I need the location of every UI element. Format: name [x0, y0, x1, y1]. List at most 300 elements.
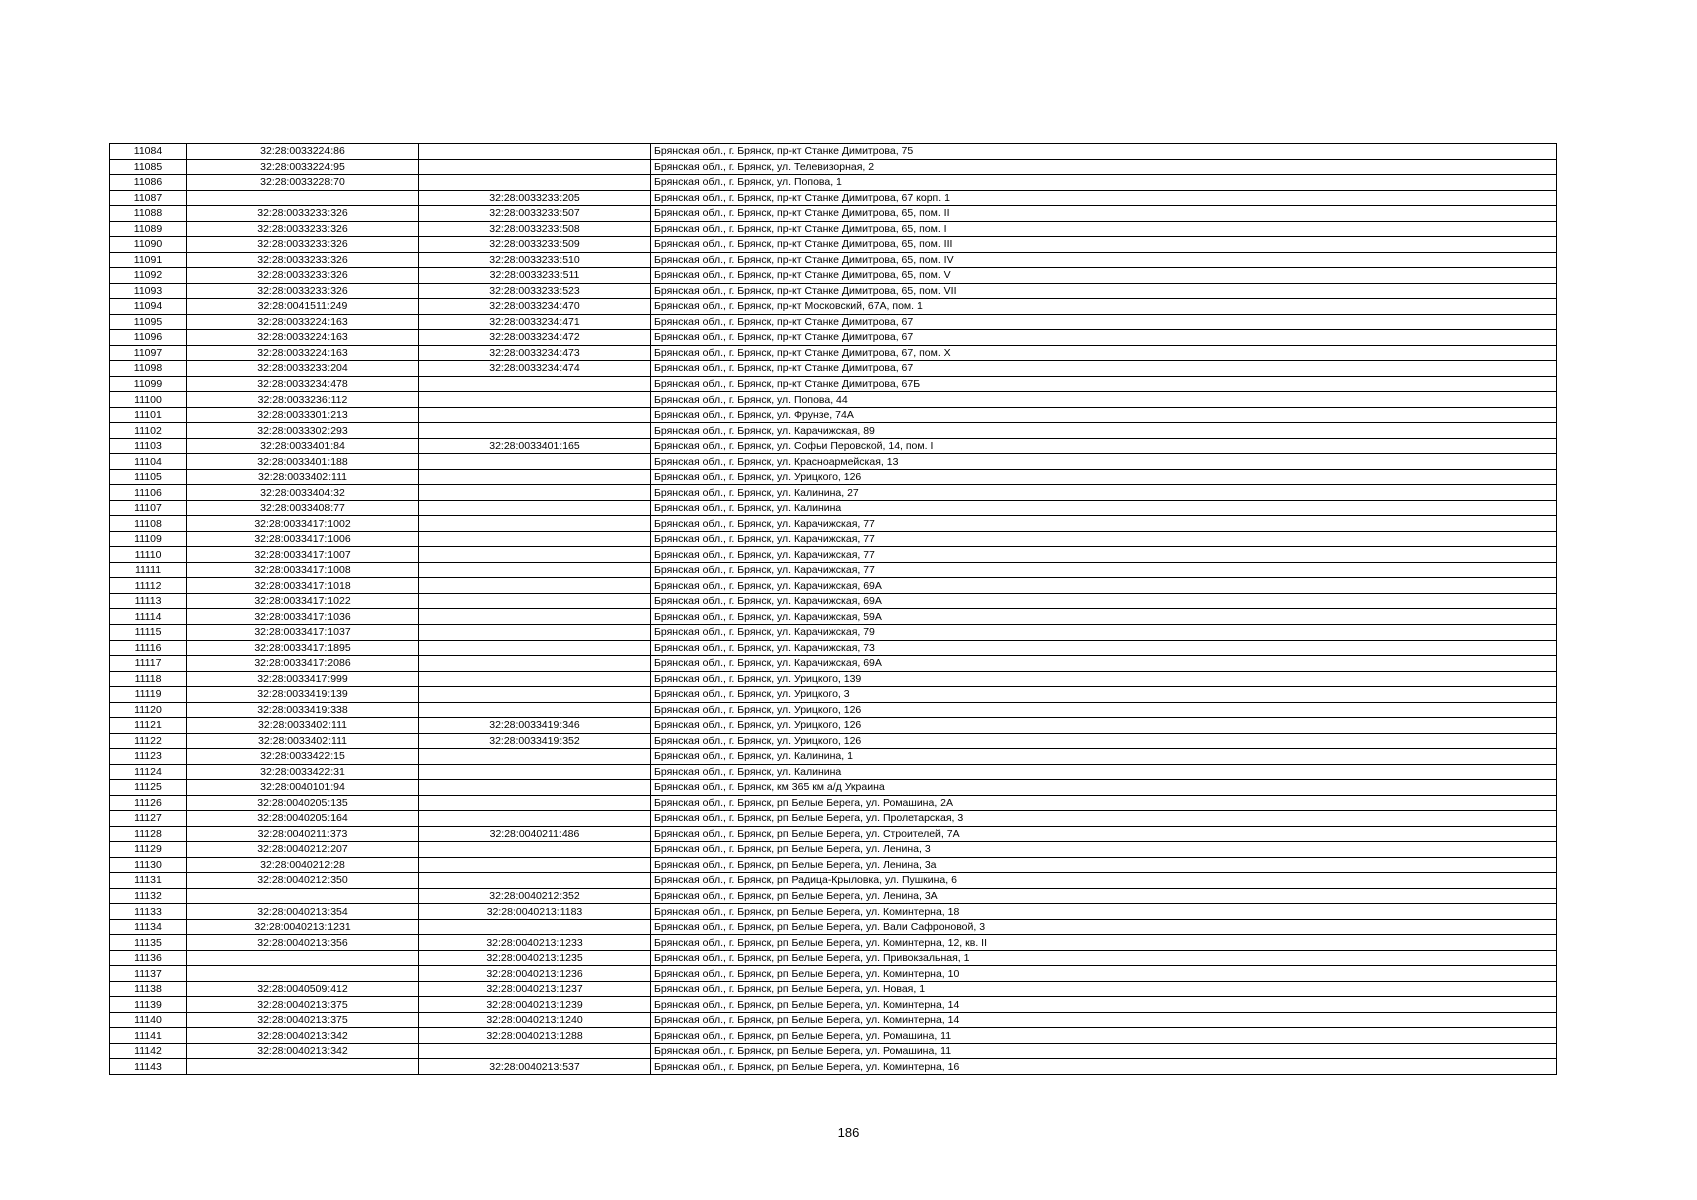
row-number-cell: 11107 — [110, 500, 187, 516]
address-cell: Брянская обл., г. Брянск, пр-кт Станке Димитрова, 67 — [651, 314, 1557, 330]
row-number-cell: 11113 — [110, 593, 187, 609]
row-number-cell: 11106 — [110, 485, 187, 501]
cadastral-number-cell: 32:28:0040509:412 — [187, 981, 419, 997]
address-cell: Брянская обл., г. Брянск, пр-кт Станке Димитрова, 67, пом. X — [651, 345, 1557, 361]
table-row — [110, 423, 1557, 439]
row-number-cell: 11095 — [110, 314, 187, 330]
table-row — [110, 656, 1557, 672]
address-cell: Брянская обл., г. Брянск, ул. Фрунзе, 74А — [651, 407, 1557, 423]
table-row — [110, 485, 1557, 501]
cadastral-number-cell: 32:28:0040213:1231 — [187, 919, 419, 935]
table-row — [110, 687, 1557, 703]
building-cadastral-number-cell — [419, 656, 651, 672]
row-number-cell: 11105 — [110, 469, 187, 485]
cadastral-number-cell: 32:28:0033401:84 — [187, 438, 419, 454]
row-number-cell: 11097 — [110, 345, 187, 361]
address-cell: Брянская обл., г. Брянск, ул. Урицкого, 139 — [651, 671, 1557, 687]
address-cell: Брянская обл., г. Брянск, ул. Карачижская, 69А — [651, 578, 1557, 594]
row-number-cell: 11134 — [110, 919, 187, 935]
row-number-cell: 11088 — [110, 206, 187, 222]
row-number-cell: 11104 — [110, 454, 187, 470]
row-number-cell: 11143 — [110, 1059, 187, 1075]
building-cadastral-number-cell — [419, 764, 651, 780]
cadastral-number-cell: 32:28:0033233:326 — [187, 206, 419, 222]
cadastral-number-cell: 32:28:0033233:326 — [187, 252, 419, 268]
building-cadastral-number-cell — [419, 144, 651, 160]
table-row — [110, 826, 1557, 842]
address-cell: Брянская обл., г. Брянск, ул. Урицкого, 126 — [651, 469, 1557, 485]
table-row — [110, 1012, 1557, 1028]
address-cell: Брянская обл., г. Брянск, ул. Урицкого, 126 — [651, 718, 1557, 734]
table-row — [110, 175, 1557, 191]
row-number-cell: 11125 — [110, 780, 187, 796]
address-cell: Брянская обл., г. Брянск, ул. Урицкого, 126 — [651, 733, 1557, 749]
row-number-cell: 11142 — [110, 1043, 187, 1059]
address-cell: Брянская обл., г. Брянск, рп Белые Берега, ул. Пролетарская, 3 — [651, 811, 1557, 827]
table-row — [110, 780, 1557, 796]
address-cell: Брянская обл., г. Брянск, ул. Софьи Перовской, 14, пом. I — [651, 438, 1557, 454]
table-row — [110, 252, 1557, 268]
address-cell: Брянская обл., г. Брянск, рп Белые Берега, ул. Коминтерна, 10 — [651, 966, 1557, 982]
cadastral-number-cell — [187, 966, 419, 982]
cadastral-number-cell: 32:28:0033233:326 — [187, 283, 419, 299]
building-cadastral-number-cell — [419, 547, 651, 563]
row-number-cell: 11137 — [110, 966, 187, 982]
address-cell: Брянская обл., г. Брянск, рп Белые Берега, ул. Строителей, 7А — [651, 826, 1557, 842]
address-cell: Брянская обл., г. Брянск, рп Белые Берега, ул. Коминтерна, 14 — [651, 997, 1557, 1013]
cadastral-number-cell: 32:28:0033404:32 — [187, 485, 419, 501]
building-cadastral-number-cell: 32:28:0033234:470 — [419, 299, 651, 315]
building-cadastral-number-cell: 32:28:0040213:1240 — [419, 1012, 651, 1028]
row-number-cell: 11091 — [110, 252, 187, 268]
address-cell: Брянская обл., г. Брянск, ул. Карачижская, 59А — [651, 609, 1557, 625]
address-cell: Брянская обл., г. Брянск, рп Белые Берега, ул. Ленина, 3А — [651, 888, 1557, 904]
row-number-cell: 11112 — [110, 578, 187, 594]
row-number-cell: 11139 — [110, 997, 187, 1013]
building-cadastral-number-cell — [419, 159, 651, 175]
row-number-cell: 11101 — [110, 407, 187, 423]
building-cadastral-number-cell — [419, 873, 651, 889]
address-cell: Брянская обл., г. Брянск, ул. Карачижская, 77 — [651, 531, 1557, 547]
building-cadastral-number-cell — [419, 516, 651, 532]
row-number-cell: 11117 — [110, 656, 187, 672]
row-number-cell: 11102 — [110, 423, 187, 439]
address-cell: Брянская обл., г. Брянск, рп Белые Берега, ул. Коминтерна, 18 — [651, 904, 1557, 920]
address-cell: Брянская обл., г. Брянск, пр-кт Станке Димитрова, 65, пом. VII — [651, 283, 1557, 299]
building-cadastral-number-cell: 32:28:0033233:523 — [419, 283, 651, 299]
table-row — [110, 330, 1557, 346]
cadastral-number-cell: 32:28:0040213:342 — [187, 1028, 419, 1044]
table-row — [110, 376, 1557, 392]
building-cadastral-number-cell — [419, 175, 651, 191]
cadastral-number-cell: 32:28:0040205:135 — [187, 795, 419, 811]
building-cadastral-number-cell: 32:28:0040213:537 — [419, 1059, 651, 1075]
table-row — [110, 562, 1557, 578]
cadastral-number-cell: 32:28:0033224:95 — [187, 159, 419, 175]
address-cell: Брянская обл., г. Брянск, ул. Калинина — [651, 764, 1557, 780]
cadastral-number-cell: 32:28:0033417:2086 — [187, 656, 419, 672]
address-cell: Брянская обл., г. Брянск, рп Белые Берега, ул. Ленина, 3 — [651, 842, 1557, 858]
building-cadastral-number-cell — [419, 500, 651, 516]
cadastral-number-cell: 32:28:0040213:375 — [187, 1012, 419, 1028]
row-number-cell: 11114 — [110, 609, 187, 625]
building-cadastral-number-cell — [419, 593, 651, 609]
address-cell: Брянская обл., г. Брянск, рп Радица-Крыловка, ул. Пушкина, 6 — [651, 873, 1557, 889]
cadastral-number-cell: 32:28:0033233:326 — [187, 221, 419, 237]
building-cadastral-number-cell: 32:28:0040213:1288 — [419, 1028, 651, 1044]
building-cadastral-number-cell — [419, 469, 651, 485]
building-cadastral-number-cell: 32:28:0033419:352 — [419, 733, 651, 749]
cadastral-number-cell — [187, 950, 419, 966]
row-number-cell: 11130 — [110, 857, 187, 873]
address-cell: Брянская обл., г. Брянск, ул. Попова, 44 — [651, 392, 1557, 408]
row-number-cell: 11128 — [110, 826, 187, 842]
table-row — [110, 206, 1557, 222]
row-number-cell: 11122 — [110, 733, 187, 749]
cadastral-number-cell: 32:28:0040212:207 — [187, 842, 419, 858]
cadastral-number-cell: 32:28:0033401:188 — [187, 454, 419, 470]
address-cell: Брянская обл., г. Брянск, пр-кт Станке Димитрова, 75 — [651, 144, 1557, 160]
row-number-cell: 11108 — [110, 516, 187, 532]
row-number-cell: 11126 — [110, 795, 187, 811]
table-row — [110, 749, 1557, 765]
building-cadastral-number-cell: 32:28:0033233:511 — [419, 268, 651, 284]
row-number-cell: 11141 — [110, 1028, 187, 1044]
cadastral-number-cell: 32:28:0033417:1022 — [187, 593, 419, 609]
building-cadastral-number-cell — [419, 578, 651, 594]
cadastral-number-cell: 32:28:0040101:94 — [187, 780, 419, 796]
table-row — [110, 268, 1557, 284]
building-cadastral-number-cell: 32:28:0040213:1236 — [419, 966, 651, 982]
row-number-cell: 11133 — [110, 904, 187, 920]
cadastral-number-cell: 32:28:0033419:338 — [187, 702, 419, 718]
cadastral-number-cell: 32:28:0033417:1895 — [187, 640, 419, 656]
building-cadastral-number-cell — [419, 702, 651, 718]
cadastral-number-cell: 32:28:0033402:111 — [187, 733, 419, 749]
table-row — [110, 190, 1557, 206]
cadastral-number-cell: 32:28:0033408:77 — [187, 500, 419, 516]
building-cadastral-number-cell — [419, 531, 651, 547]
address-cell: Брянская обл., г. Брянск, ул. Карачижская, 73 — [651, 640, 1557, 656]
address-cell: Брянская обл., г. Брянск, рп Белые Берега, ул. Вали Сафроновой, 3 — [651, 919, 1557, 935]
address-cell: Брянская обл., г. Брянск, рп Белые Берега, ул. Ромашина, 2А — [651, 795, 1557, 811]
cadastral-number-cell: 32:28:0033228:70 — [187, 175, 419, 191]
row-number-cell: 11136 — [110, 950, 187, 966]
building-cadastral-number-cell: 32:28:0033419:346 — [419, 718, 651, 734]
table-row — [110, 144, 1557, 160]
table-row — [110, 997, 1557, 1013]
table-row — [110, 1043, 1557, 1059]
cadastral-number-cell: 32:28:0033301:213 — [187, 407, 419, 423]
address-cell: Брянская обл., г. Брянск, пр-кт Станке Димитрова, 67 — [651, 330, 1557, 346]
page-number: 186 — [837, 1125, 860, 1140]
table-row — [110, 237, 1557, 253]
row-number-cell: 11127 — [110, 811, 187, 827]
table-row — [110, 640, 1557, 656]
table-row — [110, 314, 1557, 330]
row-number-cell: 11098 — [110, 361, 187, 377]
table-row — [110, 392, 1557, 408]
cadastral-number-cell: 32:28:0033417:1006 — [187, 531, 419, 547]
cadastral-number-cell: 32:28:0033236:112 — [187, 392, 419, 408]
cadastral-number-cell: 32:28:0033233:204 — [187, 361, 419, 377]
address-cell: Брянская обл., г. Брянск, ул. Карачижская, 69А — [651, 656, 1557, 672]
table-row — [110, 764, 1557, 780]
table-row — [110, 609, 1557, 625]
row-number-cell: 11135 — [110, 935, 187, 951]
cadastral-number-cell: 32:28:0033233:326 — [187, 268, 419, 284]
cadastral-number-cell: 32:28:0033402:111 — [187, 718, 419, 734]
building-cadastral-number-cell — [419, 671, 651, 687]
row-number-cell: 11096 — [110, 330, 187, 346]
building-cadastral-number-cell: 32:28:0033233:205 — [419, 190, 651, 206]
table-row — [110, 981, 1557, 997]
table-row — [110, 842, 1557, 858]
row-number-cell: 11099 — [110, 376, 187, 392]
address-cell: Брянская обл., г. Брянск, рп Белые Берега, ул. Коминтерна, 14 — [651, 1012, 1557, 1028]
table-row — [110, 857, 1557, 873]
row-number-cell: 11109 — [110, 531, 187, 547]
address-cell: Брянская обл., г. Брянск, ул. Калинина — [651, 500, 1557, 516]
address-cell: Брянская обл., г. Брянск, пр-кт Станке Димитрова, 65, пом. IV — [651, 252, 1557, 268]
row-number-cell: 11120 — [110, 702, 187, 718]
building-cadastral-number-cell — [419, 857, 651, 873]
address-cell: Брянская обл., г. Брянск, пр-кт Станке Димитрова, 65, пом. V — [651, 268, 1557, 284]
building-cadastral-number-cell: 32:28:0033233:509 — [419, 237, 651, 253]
table-row — [110, 547, 1557, 563]
table-row — [110, 345, 1557, 361]
table-row — [110, 438, 1557, 454]
row-number-cell: 11115 — [110, 624, 187, 640]
table-row — [110, 888, 1557, 904]
table-row — [110, 718, 1557, 734]
table-row — [110, 733, 1557, 749]
cadastral-number-cell: 32:28:0040211:373 — [187, 826, 419, 842]
building-cadastral-number-cell: 32:28:0040211:486 — [419, 826, 651, 842]
cadastral-number-cell: 32:28:0041511:249 — [187, 299, 419, 315]
address-cell: Брянская обл., г. Брянск, ул. Карачижская, 69А — [651, 593, 1557, 609]
building-cadastral-number-cell — [419, 640, 651, 656]
table-row — [110, 795, 1557, 811]
building-cadastral-number-cell: 32:28:0033234:472 — [419, 330, 651, 346]
cadastral-number-cell: 32:28:0040212:350 — [187, 873, 419, 889]
building-cadastral-number-cell — [419, 485, 651, 501]
table-row — [110, 361, 1557, 377]
building-cadastral-number-cell — [419, 842, 651, 858]
address-cell: Брянская обл., г. Брянск, ул. Карачижская, 77 — [651, 562, 1557, 578]
address-cell: Брянская обл., г. Брянск, км 365 км а/д Украина — [651, 780, 1557, 796]
building-cadastral-number-cell: 32:28:0033233:508 — [419, 221, 651, 237]
cadastral-number-cell: 32:28:0040213:375 — [187, 997, 419, 1013]
cadastral-number-cell: 32:28:0033224:163 — [187, 314, 419, 330]
table-row — [110, 811, 1557, 827]
address-cell: Брянская обл., г. Брянск, пр-кт Станке Димитрова, 65, пом. III — [651, 237, 1557, 253]
address-cell: Брянская обл., г. Брянск, ул. Карачижская, 89 — [651, 423, 1557, 439]
building-cadastral-number-cell: 32:28:0040212:352 — [419, 888, 651, 904]
address-cell: Брянская обл., г. Брянск, ул. Карачижская, 77 — [651, 547, 1557, 563]
address-cell: Брянская обл., г. Брянск, рп Белые Берега, ул. Ромашина, 11 — [651, 1028, 1557, 1044]
row-number-cell: 11129 — [110, 842, 187, 858]
table-row — [110, 531, 1557, 547]
table-row — [110, 283, 1557, 299]
cadastral-number-cell: 32:28:0033402:111 — [187, 469, 419, 485]
row-number-cell: 11121 — [110, 718, 187, 734]
cadastral-number-cell — [187, 888, 419, 904]
table-row — [110, 702, 1557, 718]
building-cadastral-number-cell — [419, 562, 651, 578]
table-row — [110, 950, 1557, 966]
address-cell: Брянская обл., г. Брянск, рп Белые Берега, ул. Ленина, 3а — [651, 857, 1557, 873]
building-cadastral-number-cell — [419, 454, 651, 470]
table-row — [110, 873, 1557, 889]
row-number-cell: 11089 — [110, 221, 187, 237]
address-cell: Брянская обл., г. Брянск, ул. Попова, 1 — [651, 175, 1557, 191]
table-row — [110, 671, 1557, 687]
cadastral-number-cell: 32:28:0033417:1008 — [187, 562, 419, 578]
table-row — [110, 919, 1557, 935]
address-cell: Брянская обл., г. Брянск, пр-кт Станке Димитрова, 67Б — [651, 376, 1557, 392]
building-cadastral-number-cell: 32:28:0040213:1237 — [419, 981, 651, 997]
address-cell: Брянская обл., г. Брянск, рп Белые Берега, ул. Новая, 1 — [651, 981, 1557, 997]
cadastral-number-cell: 32:28:0033417:1036 — [187, 609, 419, 625]
building-cadastral-number-cell — [419, 811, 651, 827]
address-cell: Брянская обл., г. Брянск, пр-кт Станке Димитрова, 65, пом. II — [651, 206, 1557, 222]
building-cadastral-number-cell — [419, 795, 651, 811]
row-number-cell: 11116 — [110, 640, 187, 656]
table-row — [110, 904, 1557, 920]
address-cell: Брянская обл., г. Брянск, ул. Калинина, 1 — [651, 749, 1557, 765]
row-number-cell: 11132 — [110, 888, 187, 904]
table-row — [110, 1028, 1557, 1044]
cadastral-number-cell: 32:28:0040213:354 — [187, 904, 419, 920]
building-cadastral-number-cell — [419, 609, 651, 625]
cadastral-number-cell: 32:28:0033422:15 — [187, 749, 419, 765]
building-cadastral-number-cell — [419, 423, 651, 439]
building-cadastral-number-cell: 32:28:0033234:474 — [419, 361, 651, 377]
building-cadastral-number-cell: 32:28:0040213:1183 — [419, 904, 651, 920]
address-cell: Брянская обл., г. Брянск, пр-кт Станке Димитрова, 65, пом. I — [651, 221, 1557, 237]
table-body — [110, 144, 1557, 1075]
row-number-cell: 11111 — [110, 562, 187, 578]
row-number-cell: 11138 — [110, 981, 187, 997]
row-number-cell: 11131 — [110, 873, 187, 889]
address-cell: Брянская обл., г. Брянск, рп Белые Берега, ул. Ромашина, 11 — [651, 1043, 1557, 1059]
cadastral-number-cell: 32:28:0033224:163 — [187, 330, 419, 346]
cadastral-number-cell — [187, 1059, 419, 1075]
building-cadastral-number-cell — [419, 407, 651, 423]
row-number-cell: 11123 — [110, 749, 187, 765]
address-cell: Брянская обл., г. Брянск, ул. Калинина, 27 — [651, 485, 1557, 501]
building-cadastral-number-cell: 32:28:0033234:473 — [419, 345, 651, 361]
building-cadastral-number-cell: 32:28:0040213:1239 — [419, 997, 651, 1013]
table-row — [110, 221, 1557, 237]
building-cadastral-number-cell: 32:28:0033233:507 — [419, 206, 651, 222]
table-row — [110, 578, 1557, 594]
property-table — [109, 143, 1557, 1075]
cadastral-number-cell: 32:28:0033224:86 — [187, 144, 419, 160]
row-number-cell: 11103 — [110, 438, 187, 454]
building-cadastral-number-cell — [419, 749, 651, 765]
building-cadastral-number-cell: 32:28:0033233:510 — [419, 252, 651, 268]
table-row — [110, 454, 1557, 470]
cadastral-number-cell: 32:28:0033417:1007 — [187, 547, 419, 563]
row-number-cell: 11092 — [110, 268, 187, 284]
table-row — [110, 1059, 1557, 1075]
building-cadastral-number-cell — [419, 392, 651, 408]
cadastral-number-cell: 32:28:0033417:1018 — [187, 578, 419, 594]
building-cadastral-number-cell — [419, 780, 651, 796]
address-cell: Брянская обл., г. Брянск, пр-кт Станке Димитрова, 67 корп. 1 — [651, 190, 1557, 206]
table-row — [110, 299, 1557, 315]
table-row — [110, 469, 1557, 485]
row-number-cell: 11084 — [110, 144, 187, 160]
building-cadastral-number-cell — [419, 919, 651, 935]
address-cell: Брянская обл., г. Брянск, ул. Урицкого, 3 — [651, 687, 1557, 703]
cadastral-number-cell: 32:28:0033419:139 — [187, 687, 419, 703]
address-cell: Брянская обл., г. Брянск, ул. Карачижская, 77 — [651, 516, 1557, 532]
address-cell: Брянская обл., г. Брянск, рп Белые Берега, ул. Коминтерна, 12, кв. II — [651, 935, 1557, 951]
row-number-cell: 11119 — [110, 687, 187, 703]
table-row — [110, 500, 1557, 516]
address-cell: Брянская обл., г. Брянск, ул. Красноармейская, 13 — [651, 454, 1557, 470]
building-cadastral-number-cell: 32:28:0033234:471 — [419, 314, 651, 330]
row-number-cell: 11087 — [110, 190, 187, 206]
building-cadastral-number-cell — [419, 376, 651, 392]
address-cell: Брянская обл., г. Брянск, рп Белые Берега, ул. Привокзальная, 1 — [651, 950, 1557, 966]
table-row — [110, 966, 1557, 982]
row-number-cell: 11085 — [110, 159, 187, 175]
row-number-cell: 11100 — [110, 392, 187, 408]
building-cadastral-number-cell — [419, 1043, 651, 1059]
row-number-cell: 11090 — [110, 237, 187, 253]
row-number-cell: 11140 — [110, 1012, 187, 1028]
address-cell: Брянская обл., г. Брянск, ул. Урицкого, 126 — [651, 702, 1557, 718]
address-cell: Брянская обл., г. Брянск, пр-кт Московский, 67А, пом. 1 — [651, 299, 1557, 315]
row-number-cell: 11093 — [110, 283, 187, 299]
cadastral-number-cell: 32:28:0033417:1037 — [187, 624, 419, 640]
row-number-cell: 11086 — [110, 175, 187, 191]
address-cell: Брянская обл., г. Брянск, пр-кт Станке Димитрова, 67 — [651, 361, 1557, 377]
row-number-cell: 11094 — [110, 299, 187, 315]
cadastral-number-cell: 32:28:0040213:342 — [187, 1043, 419, 1059]
cadastral-number-cell: 32:28:0033224:163 — [187, 345, 419, 361]
building-cadastral-number-cell — [419, 687, 651, 703]
building-cadastral-number-cell — [419, 624, 651, 640]
cadastral-number-cell: 32:28:0033417:999 — [187, 671, 419, 687]
building-cadastral-number-cell: 32:28:0040213:1233 — [419, 935, 651, 951]
table-row — [110, 593, 1557, 609]
cadastral-number-cell: 32:28:0040213:356 — [187, 935, 419, 951]
row-number-cell: 11124 — [110, 764, 187, 780]
cadastral-number-cell: 32:28:0033417:1002 — [187, 516, 419, 532]
address-cell: Брянская обл., г. Брянск, ул. Карачижская, 79 — [651, 624, 1557, 640]
cadastral-number-cell: 32:28:0040205:164 — [187, 811, 419, 827]
building-cadastral-number-cell: 32:28:0040213:1235 — [419, 950, 651, 966]
cadastral-number-cell: 32:28:0040212:28 — [187, 857, 419, 873]
table-row — [110, 159, 1557, 175]
cadastral-number-cell: 32:28:0033302:293 — [187, 423, 419, 439]
cadastral-number-cell: 32:28:0033233:326 — [187, 237, 419, 253]
address-cell: Брянская обл., г. Брянск, рп Белые Берега, ул. Коминтерна, 16 — [651, 1059, 1557, 1075]
table-row — [110, 407, 1557, 423]
table-row — [110, 935, 1557, 951]
table-row — [110, 624, 1557, 640]
cadastral-number-cell — [187, 190, 419, 206]
row-number-cell: 11118 — [110, 671, 187, 687]
cadastral-number-cell: 32:28:0033422:31 — [187, 764, 419, 780]
cadastral-number-cell: 32:28:0033234:478 — [187, 376, 419, 392]
address-cell: Брянская обл., г. Брянск, ул. Телевизорная, 2 — [651, 159, 1557, 175]
